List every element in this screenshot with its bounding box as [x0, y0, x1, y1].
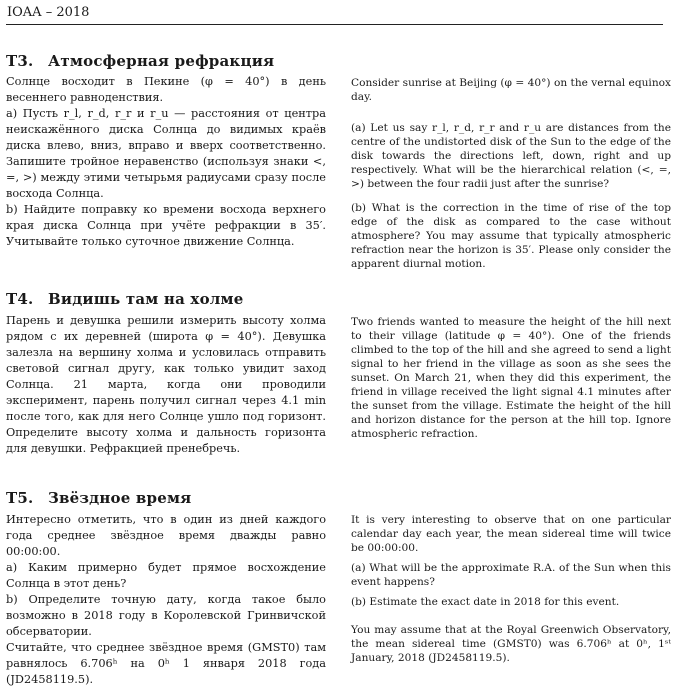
section-heading: Атмосферная рефракция — [48, 52, 275, 70]
t5-en-part-b: (b) Estimate the exact date in 2018 for this event. — [351, 596, 620, 608]
t5-en-note: You may assume that at the Royal Greenwich Observatory, the mean sidereal time (GMST0) was 6.706ʰ at 0ʰ, 1ˢᵗ January, 2018 (JD2458119.5). — [351, 624, 671, 664]
t5-ru-intro: Интересно отметить, что в один из дней каждого года среднее звёздное время дважды равно 00:00:00. — [6, 513, 326, 558]
t3-english-text — [351, 76, 671, 271]
t4-english-text — [351, 315, 671, 441]
section-number: T4. — [6, 290, 34, 308]
section-heading: Видишь там на холме — [48, 290, 244, 308]
t5-en-intro: It is very interesting to observe that on one particular calendar day each year, the mean sidereal time will twice be 00:00:00. — [351, 514, 671, 554]
t5-english-text — [351, 513, 671, 665]
t4-en-body: Two friends wanted to measure the height of the hill next to their village (latitude φ = 40°). One of the friends climbed to the top of the hill and she agreed to send a light signal to her friend in the village as soon as she sees the sunset. On March 21, when they did this experiment, the friend in village received the light signal 4.1 minutes after the sunset from the village. Estimate the height of the hill and horizon distance for the person at the hill top. Ignore atmospheric refraction. — [351, 316, 671, 440]
t3-ru-part-a: a) Пусть r_l, r_d, r_r и r_u — расстояния от центра неискажённого диска Солнца до видимых краёв диска влево, вниз, вправо и вверх соответственно. Запишите тройное неравенство (используя знаки <, =, >) между этими четырьмя радиусами сразу после восхода Солнца. — [6, 107, 326, 200]
section-heading: Звёздное время — [48, 489, 192, 507]
section-number: T5. — [6, 489, 34, 507]
t3-en-intro: Consider sunrise at Beijing (φ = 40°) on the vernal equinox day. — [351, 77, 671, 103]
t5-ru-part-b: b) Определите точную дату, когда такое было возможно в 2018 году в Королевской Гринвичской обсерватории. — [6, 593, 326, 638]
t4-ru-body: Парень и девушка решили измерить высоту холма рядом с их деревней (широта φ = 40°). Девушка залезла на вершину холма и условилась отправить световой сигнал другу, как только увидит заход Солнца. 21 марта, когда они проводили эксперимент, парень получил сигнал через 4.1 min после того, как для него Солнце ушло под горизонт. Определите высоту холма и дальность горизонта для девушки. Рефракцией пренебречь. — [6, 314, 326, 455]
t5-ru-part-a: a) Каким примерно будет прямое восхождение Солнца в этот день? — [6, 561, 326, 590]
t5-ru-note: Считайте, что среднее звёздное время (GMST0) там равнялось 6.706ʰ на 0ʰ 1 января 2018 года (JD2458119.5). — [6, 641, 326, 686]
t3-en-part-a: (a) Let us say r_l, r_d, r_r and r_u are distances from the centre of the undistorted disk of the Sun to the edge of the disk towards the directions left, down, right and up respectively. What will be the hierarchical relation (<, =, >) between the four radii just after the sunrise? — [351, 122, 671, 190]
t3-en-part-b: (b) What is the correction in the time of rise of the top edge of the disk as compared to the case without atmosphere? You may assume that typically atmospheric refraction near the horizon is 35′. Please only consider the apparent diurnal motion. — [351, 202, 671, 270]
t4-russian-text — [6, 313, 326, 457]
header-title: IOAA – 2018 — [7, 5, 90, 20]
t3-ru-intro: Солнце восходит в Пекине (φ = 40°) в день весеннего равноденствия. — [6, 75, 326, 104]
section-title-t5 — [6, 489, 191, 507]
t5-en-part-a: (a) What will be the approximate R.A. of the Sun when this event happens? — [351, 562, 671, 588]
t3-ru-part-b: b) Найдите поправку ко времени восхода верхнего края диска Солнца при учёте рефракции в 35′. Учитывайте только суточное движение Солнца. — [6, 203, 326, 248]
section-title-t4 — [6, 290, 244, 308]
t5-russian-text — [6, 512, 326, 688]
section-number: T3. — [6, 52, 34, 70]
page-header — [6, 4, 663, 25]
section-title-t3 — [6, 52, 274, 70]
t3-russian-text — [6, 74, 326, 250]
